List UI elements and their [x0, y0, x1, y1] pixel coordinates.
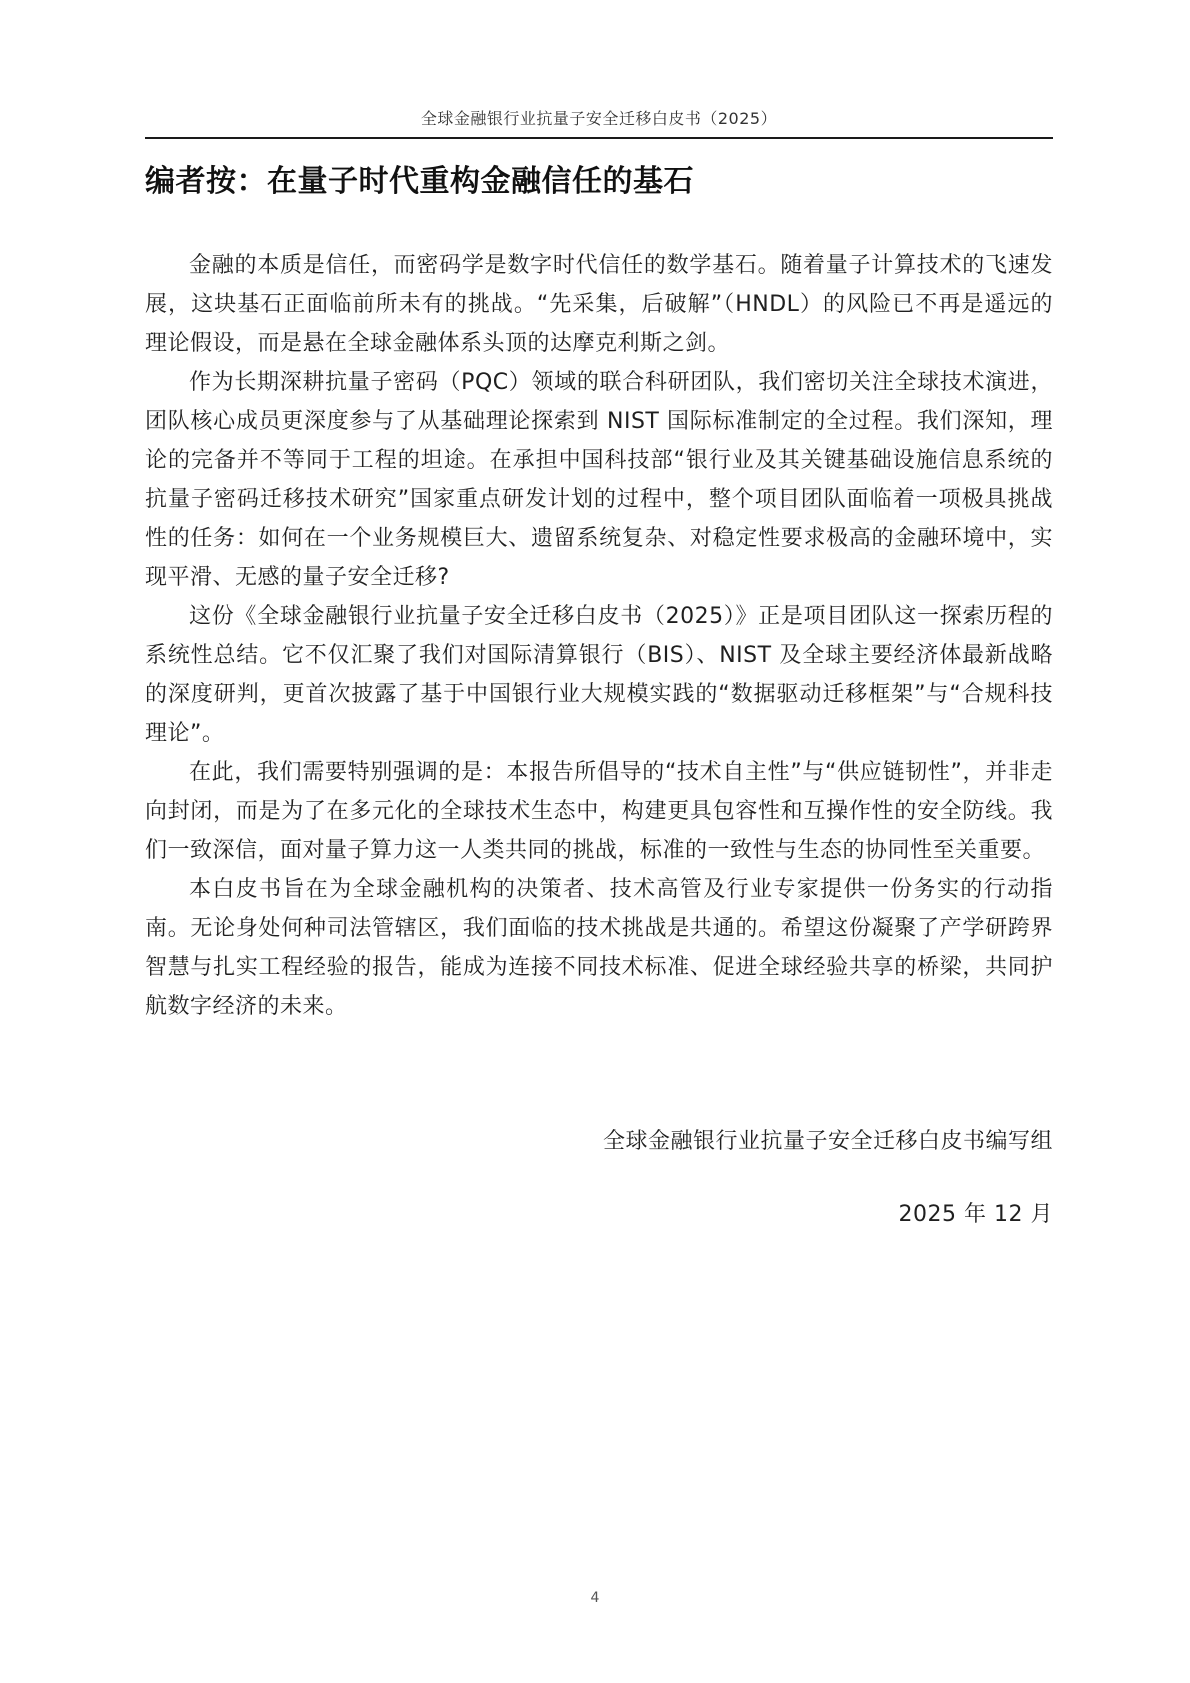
editorial-body — [145, 246, 1053, 1026]
paragraph: 在此，我们需要特别强调的是：本报告所倡导的“技术自主性”与“供应链韧性”，并非走向封闭，而是为了在多元化的全球技术生态中，构建更具包容性和互操作性的安全防线。我们一致深信，面对量子算力这一人类共同的挑战，标准的一致性与生态的协同性至关重要。 — [145, 760, 1053, 863]
paragraph: 本白皮书旨在为全球金融机构的决策者、技术高管及行业专家提供一份务实的行动指南。无论身处何种司法管辖区，我们面临的技术挑战是共通的。希望这份凝聚了产学研跨界智慧与扎实工程经验的报告，能成为连接不同技术标准、促进全球经验共享的桥梁，共同护航数字经济的未来。 — [145, 877, 1053, 1019]
publication-date: 2025 年 12 月 — [898, 1202, 1053, 1227]
page-title: 编者按：在量子时代重构金融信任的基石 — [145, 164, 694, 199]
running-header: 全球金融银行业抗量子安全迁移白皮书（2025） — [420, 109, 778, 128]
paragraph: 金融的本质是信任，而密码学是数字时代信任的数学基石。随着量子计算技术的飞速发展，这块基石正面临前所未有的挑战。“先采集，后破解”（HNDL）的风险已不再是遥远的理论假设，而是悬在全球金融体系头顶的达摩克利斯之剑。 — [145, 253, 1053, 356]
header-divider — [145, 137, 1053, 139]
author-signature: 全球金融银行业抗量子安全迁移白皮书编写组 — [602, 1129, 1053, 1154]
paragraph: 这份《全球金融银行业抗量子安全迁移白皮书（2025）》正是项目团队这一探索历程的系统性总结。它不仅汇聚了我们对国际清算银行（BIS）、NIST 及全球主要经济体最新战略的深度研判，更首次披露了基于中国银行业大规模实践的“数据驱动迁移框架”与“合规科技理论”。 — [145, 604, 1053, 746]
page-number: 4 — [590, 1590, 600, 1606]
paragraph: 作为长期深耕抗量子密码（PQC）领域的联合科研团队，我们密切关注全球技术演进，团队核心成员更深度参与了从基础理论探索到 NIST 国际标准制定的全过程。我们深知，理论的完备并不等同于工程的坦途。在承担中国科技部“银行业及其关键基础设施信息系统的抗量子密码迁移技术研究”国家重点研发计划的过程中，整个项目团队面临着一项极具挑战性的任务：如何在一个业务规模巨大、遗留系统复杂、对稳定性要求极高的金融环境中，实现平滑、无感的量子安全迁移? — [145, 370, 1053, 590]
